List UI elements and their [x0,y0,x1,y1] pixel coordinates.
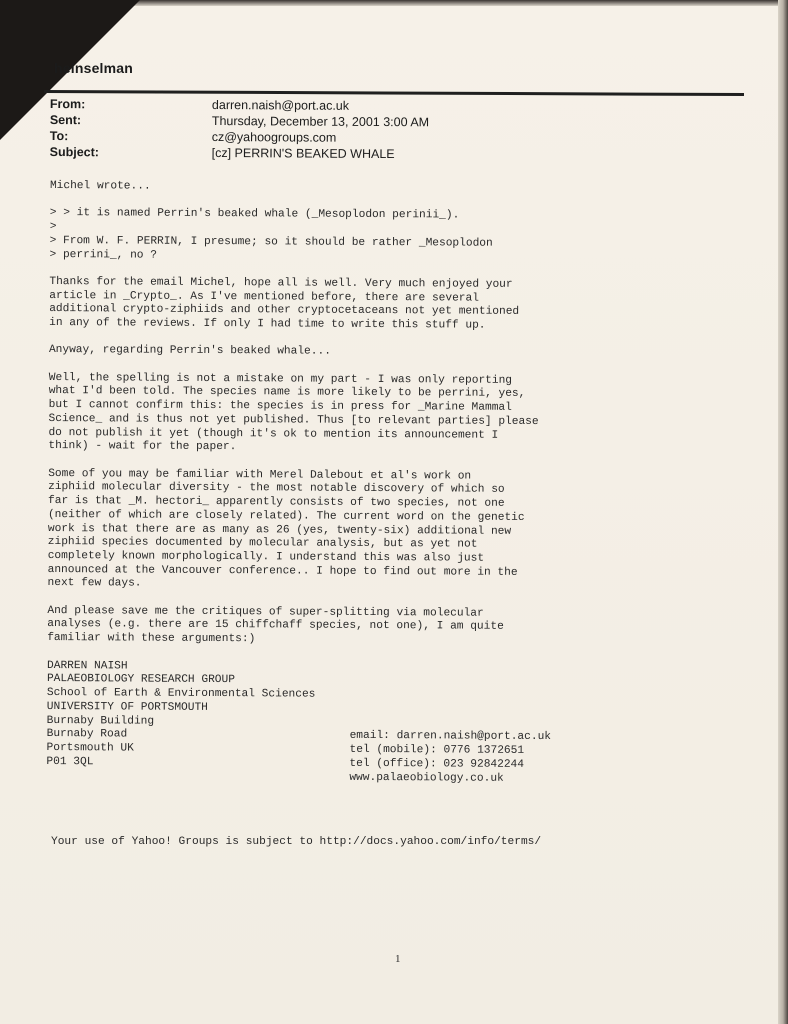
signature-contact: email: darren.naish@port.ac.uk [349,730,552,744]
header-value: cz@yahoogroups.com [211,129,337,145]
signature-address: P01 3QL [46,756,94,769]
body-paragraph: And please save me the critiques of super-splitting via molecular analyses (e.g. there are 15 chiffchaff species, not one), I am quite familiar with these arguments:) [47,604,504,646]
body-intro: Michel wrote... [49,180,151,193]
signature-address: Burnaby Building [46,714,155,728]
signature-address: UNIVERSITY OF PORTSMOUTH [46,700,208,714]
header-value: [cz] PERRIN'S BEAKED WHALE [211,145,395,162]
signature-block [46,659,747,787]
header-label: Sent: [49,112,82,128]
body-paragraph: Some of you may be familiar with Merel Dalebout et al's work on ziphiid molecular diversity - the most notable discovery of which so far is that _M. hectori_ apparently consists of two species, not one (neither of which are closely related). The current word on the genetic work is that there are as many as 26 (yes, twenty-six) additional new ziphiid species documented by molecular analysis, but as yet not completely known morphologically. I understand this was also just announced at the Vancouver conference.. I hope to find out more in the next few days. [47,467,525,590]
signature-address: School of Earth & Environmental Sciences [46,687,316,701]
signature-address: Portsmouth UK [46,742,134,755]
yahoo-groups-footer: Your use of Yahoo! Groups is subject to http://docs.yahoo.com/info/terms/ [51,836,542,848]
email-headers [50,96,740,164]
body-paragraph: Anyway, regarding Perrin's beaked whale... [48,344,331,359]
header-label: Subject: [49,144,100,160]
page-right-edge [778,0,788,1024]
header-value: Thursday, December 13, 2001 3:00 AM [211,113,430,130]
signature-contact: tel (office): 023 92842244 [349,757,525,771]
header-label: From: [49,96,86,112]
header-label: To: [49,128,69,144]
mailbox-owner-name: heinselman [54,60,134,76]
signature-line [46,770,746,788]
signature-contact: www.palaeobiology.co.uk [349,771,504,785]
header-divider [44,90,744,96]
signature-contact: tel (mobile): 0776 1372651 [349,744,525,758]
quoted-text: > > it is named Perrin's beaked whale (_Mesoplodon perinii_). > > From W. F. PERRIN, I presume; so it should be rather _Mesoplodon > perrini_, no ? [49,207,493,262]
header-subject [50,144,740,164]
header-value: darren.naish@port.ac.uk [211,97,350,113]
email-body [46,180,750,788]
page-number: 1 [395,953,401,965]
signature-address: PALAEOBIOLOGY RESEARCH GROUP [46,673,235,687]
signature-address [46,770,349,786]
body-paragraph: Thanks for the email Michel, hope all is well. Very much enjoyed your article in _Crypto_. As I've mentioned before, there are several additional crypto-ziphiids and other cryptocetaceans not yet mentioned in any of the reviews. If only I had time to write this stuff up. [49,275,520,332]
signature-address: Burnaby Road [46,728,128,741]
body-paragraph: Well, the spelling is not a mistake on my part - I was only reporting what I'd been told. The species name is more likely to be perrini, yes, but I cannot confirm this: the species is in press for _Marine Mammal Science_ and is thus not yet published. Thus [to relevant parties] please do not publish it yet (though it's ok to mention its announcement I think) - wait for the paper. [48,371,539,454]
signature-address: DARREN NAISH [46,659,128,672]
